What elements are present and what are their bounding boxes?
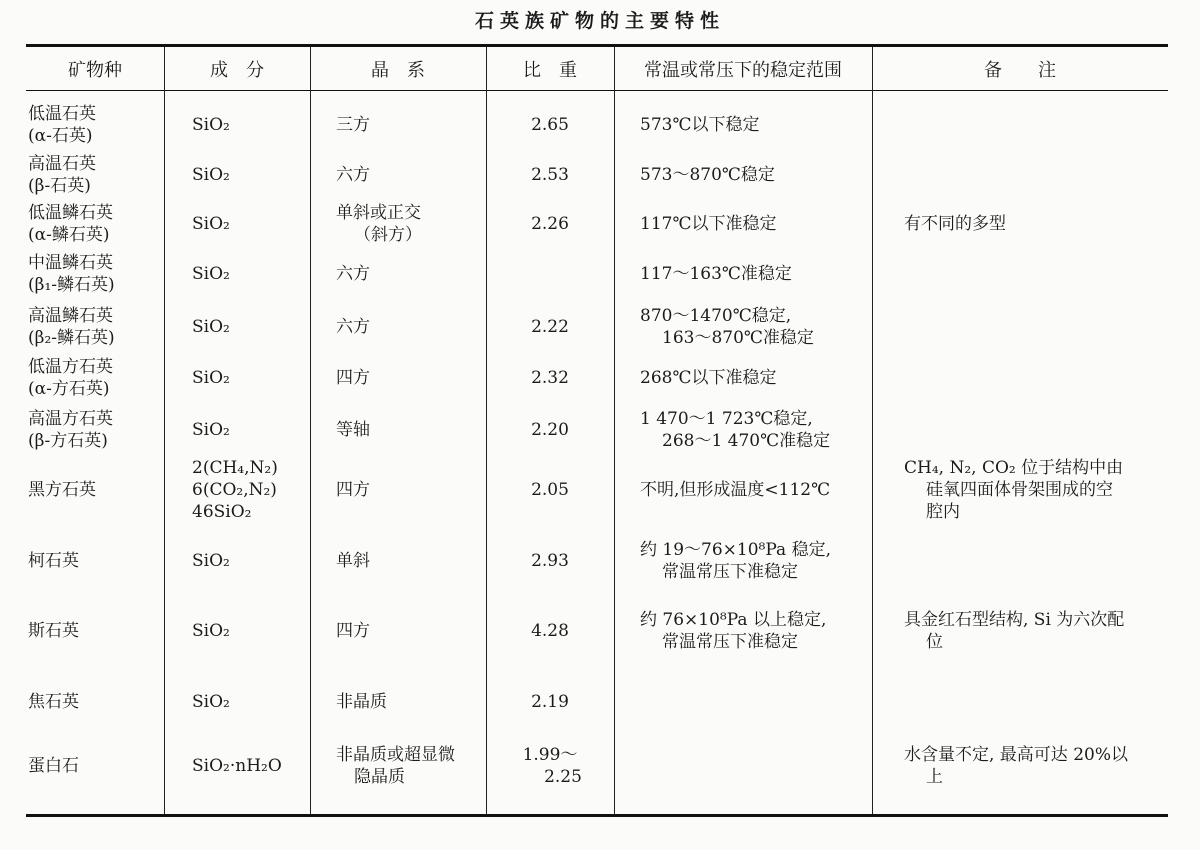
cell-mineral — [28, 755, 164, 777]
cell-line: CH₄, N₂, CO₂ 位于结构中由 — [904, 458, 1124, 478]
cell-line: 高温石英 — [28, 154, 96, 174]
cell-line: 2.20 — [531, 420, 569, 440]
cell-density — [486, 164, 614, 186]
cell-line: 腔内 — [926, 502, 960, 522]
cell-crystal-system — [336, 620, 484, 642]
cell-stability — [640, 164, 870, 186]
cell-line: 四方 — [336, 480, 370, 500]
cell-line: 单斜或正交 — [336, 203, 421, 223]
bottom-rule — [26, 814, 1168, 817]
cell-line: 低温方石英 — [28, 357, 113, 377]
cell-line: 水含量不定, 最高可达 20%以 — [904, 745, 1128, 765]
cell-line: 约 19～76×10⁸Pa 稳定, — [640, 540, 831, 560]
header-composition: 成 分 — [210, 60, 264, 81]
cell-line: 2(CH₄,N₂) — [192, 458, 278, 478]
cell-crystal-system — [336, 114, 484, 136]
cell-line: 单斜 — [336, 551, 370, 571]
cell-line: 268～1 470℃准稳定 — [662, 431, 831, 451]
cell-line: 具金红石型结构, Si 为六次配 — [904, 610, 1125, 630]
cell-crystal-system — [336, 744, 484, 788]
cell-stability — [640, 408, 870, 452]
cell-line: 1.99～ — [522, 745, 578, 765]
header-crystal-system: 晶 系 — [371, 60, 425, 81]
cell-crystal-system — [336, 419, 484, 441]
cell-line: SiO₂ — [192, 317, 230, 337]
cell-line: 四方 — [336, 621, 370, 641]
table-title: 石英族矿物的主要特性 — [474, 10, 725, 32]
cell-line: 非晶质或超显微 — [336, 745, 455, 765]
cell-mineral — [28, 550, 164, 572]
cell-composition — [192, 367, 308, 389]
cell-line: 黑方石英 — [28, 480, 96, 500]
cell-line: 2.65 — [531, 115, 569, 135]
cell-composition — [192, 213, 308, 235]
cell-line: SiO₂ — [192, 115, 230, 135]
cell-mineral — [28, 202, 164, 246]
cell-line: (α-方石英) — [28, 379, 110, 399]
cell-line: 焦石英 — [28, 692, 79, 712]
header-mineral: 矿物种 — [68, 60, 122, 81]
cell-line: 非晶质 — [336, 692, 387, 712]
cell-composition — [192, 550, 308, 572]
cell-line: 870～1470℃稳定, — [640, 306, 792, 326]
cell-density — [486, 316, 614, 338]
cell-line: 蛋白石 — [28, 756, 79, 776]
cell-line: 2.05 — [531, 480, 569, 500]
cell-line: 四方 — [336, 368, 370, 388]
cell-density — [486, 419, 614, 441]
cell-line: 2.22 — [531, 317, 569, 337]
cell-stability — [640, 305, 870, 349]
cell-density — [486, 744, 614, 788]
cell-line: 六方 — [336, 317, 370, 337]
cell-line: 常温常压下准稳定 — [662, 562, 798, 582]
cell-line: 117℃以下准稳定 — [640, 214, 777, 234]
cell-crystal-system — [336, 479, 484, 501]
cell-density — [486, 479, 614, 501]
cell-line: 中温鳞石英 — [28, 253, 113, 273]
cell-mineral — [28, 153, 164, 197]
cell-mineral — [28, 356, 164, 400]
cell-line: 低温石英 — [28, 104, 96, 124]
cell-line: SiO₂ — [192, 264, 230, 284]
cell-line: 高温方石英 — [28, 409, 113, 429]
cell-line: 上 — [926, 767, 943, 787]
cell-density — [486, 213, 614, 235]
column-divider — [310, 47, 311, 814]
header-stability: 常温或常压下的稳定范围 — [644, 60, 842, 81]
cell-line: 三方 — [336, 115, 370, 135]
cell-stability — [640, 539, 870, 583]
cell-line: 1 470～1 723℃稳定, — [640, 409, 813, 429]
cell-line: (β₂-鳞石英) — [28, 328, 115, 348]
cell-composition — [192, 755, 308, 777]
cell-stability — [640, 367, 870, 389]
cell-line: SiO₂ — [192, 214, 230, 234]
cell-line: SiO₂ — [192, 420, 230, 440]
cell-mineral — [28, 620, 164, 642]
cell-line: (β-石英) — [28, 176, 91, 196]
cell-composition — [192, 419, 308, 441]
cell-composition — [192, 114, 308, 136]
cell-remarks — [904, 457, 1166, 523]
cell-mineral — [28, 408, 164, 452]
cell-line: SiO₂ — [192, 368, 230, 388]
cell-line: SiO₂ — [192, 551, 230, 571]
cell-line: 573～870℃稳定 — [640, 165, 775, 185]
cell-mineral — [28, 103, 164, 147]
cell-mineral — [28, 691, 164, 713]
cell-line: (α-石英) — [28, 126, 93, 146]
cell-line: 2.26 — [531, 214, 569, 234]
column-divider — [614, 47, 615, 814]
cell-crystal-system — [336, 202, 484, 246]
cell-line: 硅氧四面体骨架围成的空 — [926, 480, 1113, 500]
cell-line: 6(CO₂,N₂) — [192, 480, 277, 500]
cell-line: 2.19 — [531, 692, 569, 712]
cell-line: 六方 — [336, 264, 370, 284]
cell-crystal-system — [336, 316, 484, 338]
cell-line: 等轴 — [336, 420, 370, 440]
cell-line: 2.53 — [531, 165, 569, 185]
cell-mineral — [28, 252, 164, 296]
column-divider — [872, 47, 873, 814]
cell-composition — [192, 620, 308, 642]
header-density: 比 重 — [523, 60, 577, 81]
cell-line: 常温常压下准稳定 — [662, 632, 798, 652]
cell-line: 2.93 — [531, 551, 569, 571]
cell-mineral — [28, 305, 164, 349]
cell-remarks — [904, 609, 1166, 653]
cell-composition — [192, 263, 308, 285]
cell-line: 117～163℃准稳定 — [640, 264, 792, 284]
cell-line: 2.32 — [531, 368, 569, 388]
cell-line: 163～870℃准稳定 — [662, 328, 814, 348]
cell-stability — [640, 609, 870, 653]
cell-line: 573℃以下稳定 — [640, 115, 760, 135]
cell-line: 斯石英 — [28, 621, 79, 641]
cell-line: (α-鳞石英) — [28, 225, 110, 245]
cell-crystal-system — [336, 550, 484, 572]
top-rule — [26, 44, 1168, 47]
cell-line: 不明,但形成温度<112℃ — [640, 480, 831, 500]
cell-line: (β₁-鳞石英) — [28, 275, 115, 295]
cell-line: 六方 — [336, 165, 370, 185]
cell-line: 低温鳞石英 — [28, 203, 113, 223]
cell-mineral — [28, 479, 164, 501]
cell-line: （斜方） — [354, 225, 422, 245]
cell-crystal-system — [336, 263, 484, 285]
cell-stability — [640, 114, 870, 136]
cell-density — [486, 691, 614, 713]
cell-line: 46SiO₂ — [192, 502, 252, 522]
cell-line: 高温鳞石英 — [28, 306, 113, 326]
cell-line: 2.25 — [544, 767, 582, 787]
column-divider — [164, 47, 165, 814]
cell-line: SiO₂ — [192, 621, 230, 641]
cell-stability — [640, 263, 870, 285]
cell-line: SiO₂ — [192, 692, 230, 712]
cell-crystal-system — [336, 691, 484, 713]
cell-density — [486, 367, 614, 389]
cell-crystal-system — [336, 164, 484, 186]
cell-density — [486, 114, 614, 136]
cell-remarks — [904, 744, 1166, 788]
cell-composition — [192, 691, 308, 713]
cell-line: SiO₂·nH₂O — [192, 756, 282, 776]
cell-stability — [640, 479, 870, 501]
cell-composition — [192, 164, 308, 186]
cell-line: (β-方石英) — [28, 431, 108, 451]
cell-line: 4.28 — [531, 621, 569, 641]
cell-composition — [192, 457, 308, 523]
cell-stability — [640, 213, 870, 235]
cell-line: 268℃以下准稳定 — [640, 368, 777, 388]
cell-density — [486, 550, 614, 572]
cell-remarks — [904, 213, 1166, 235]
cell-density — [486, 620, 614, 642]
cell-line: 约 76×10⁸Pa 以上稳定, — [640, 610, 827, 630]
cell-composition — [192, 316, 308, 338]
cell-line: 柯石英 — [28, 551, 79, 571]
cell-line: 有不同的多型 — [904, 214, 1006, 234]
header-remarks: 备 注 — [984, 60, 1056, 81]
header-rule — [26, 90, 1168, 91]
cell-line: 隐晶质 — [354, 767, 405, 787]
cell-line: 位 — [926, 632, 943, 652]
cell-line: SiO₂ — [192, 165, 230, 185]
cell-crystal-system — [336, 367, 484, 389]
